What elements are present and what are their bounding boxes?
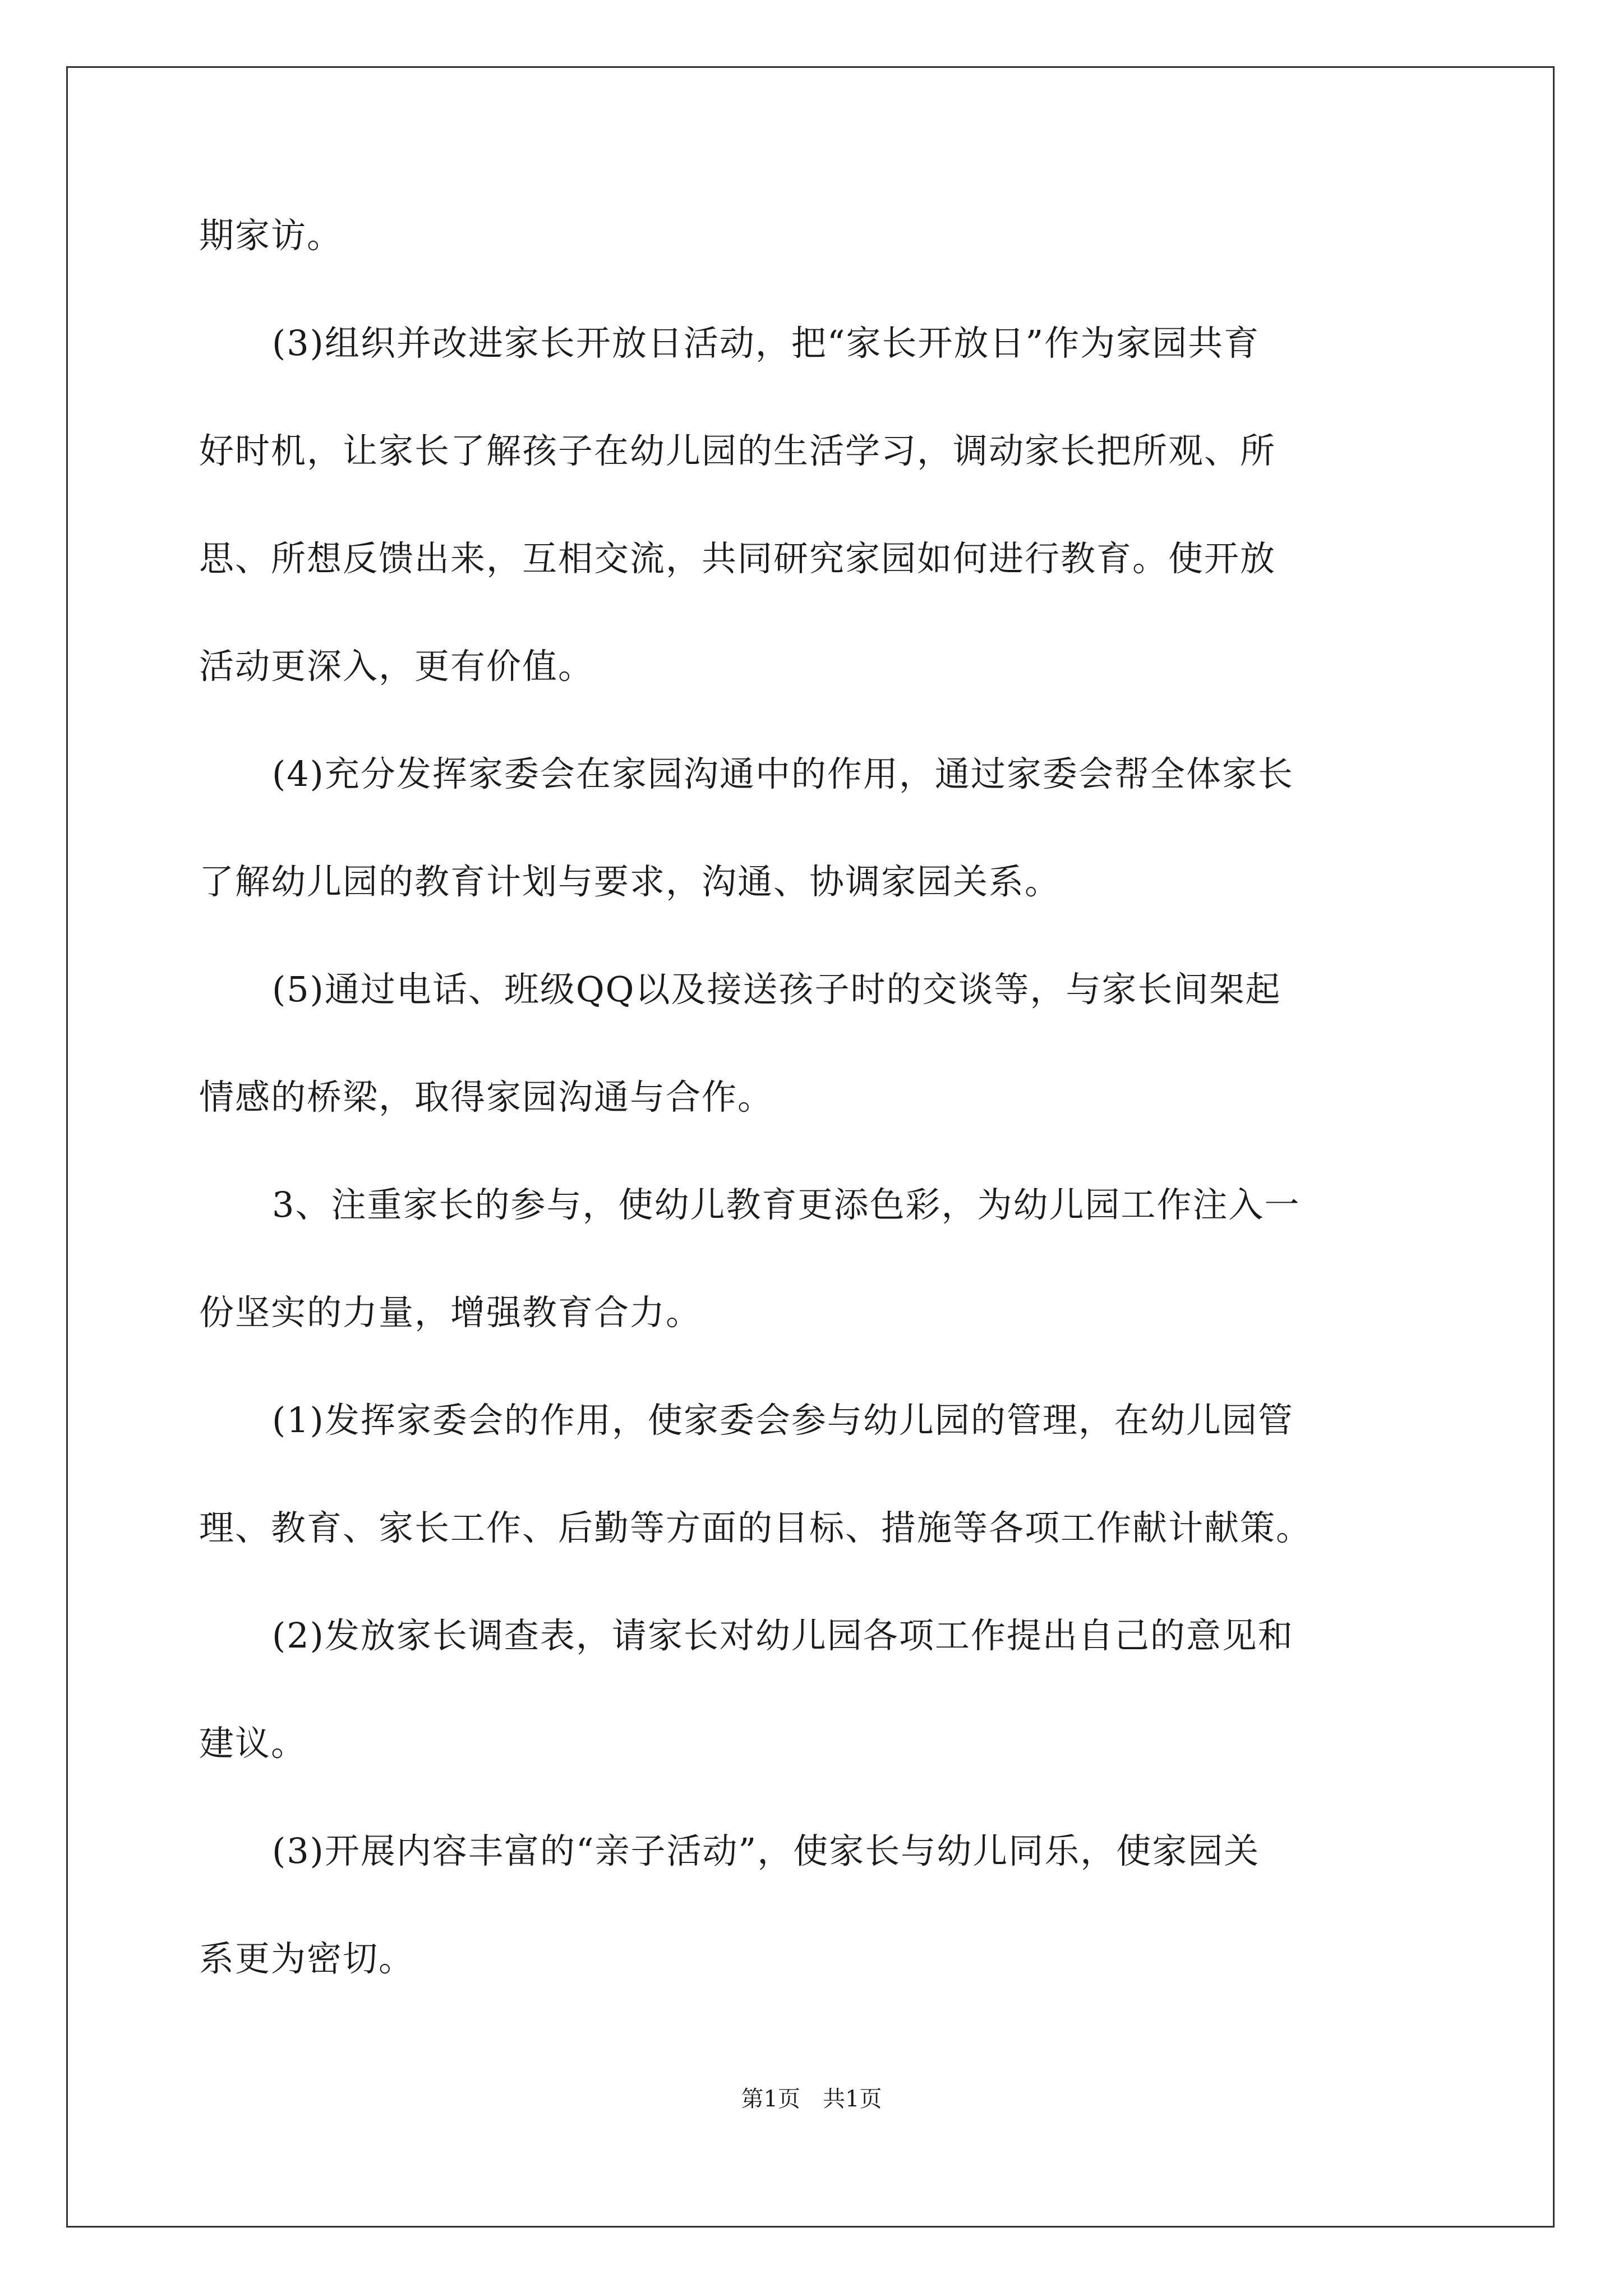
text-line: 理、教育、家长工作、后勤等方面的目标、措施等各项工作献计献策。 bbox=[199, 1507, 1312, 1548]
text-line: 了解幼儿园的教育计划与要求，沟通、协调家园关系。 bbox=[199, 861, 1061, 902]
paragraph-start-line: (3)开展内容丰富的“亲子活动”，使家长与幼儿同乐，使家园关 bbox=[272, 1830, 1260, 1871]
text-line: 建议。 bbox=[199, 1723, 307, 1764]
paragraph-start-line: 3、注重家长的参与，使幼儿教育更添色彩，为幼儿园工作注入一 bbox=[272, 1184, 1301, 1225]
text-line: 好时机，让家长了解孩子在幼儿园的生活学习，调动家长把所观、所 bbox=[199, 430, 1276, 471]
text-line: 期家访。 bbox=[199, 215, 343, 256]
paragraph-start-line: (4)充分发挥家委会在家园沟通中的作用，通过家委会帮全体家长 bbox=[272, 753, 1294, 794]
text-line: 情感的桥梁，取得家园沟通与合作。 bbox=[199, 1076, 774, 1117]
text-line: 活动更深入，更有价值。 bbox=[199, 646, 594, 687]
text-line: 系更为密切。 bbox=[199, 1938, 415, 1979]
paragraph-start-line: (2)发放家长调查表，请家长对幼儿园各项工作提出自己的意见和 bbox=[272, 1615, 1294, 1656]
text-line: 份坚实的力量，增强教育合力。 bbox=[199, 1292, 702, 1333]
document-body bbox=[199, 202, 1422, 2033]
paragraph-start-line: (5)通过电话、班级QQ以及接送孩子时的交谈等，与家长间架起 bbox=[272, 969, 1281, 1010]
page-number-footer: 第1页 共1页 bbox=[741, 2086, 882, 2112]
paragraph-start-line: (1)发挥家委会的作用，使家委会参与幼儿园的管理，在幼儿园管 bbox=[272, 1400, 1294, 1441]
paragraph-start-line: (3)组织并改进家长开放日活动，把“家长开放日”作为家园共育 bbox=[272, 323, 1260, 364]
text-line: 思、所想反馈出来，互相交流，共同研究家园如何进行教育。使开放 bbox=[199, 538, 1276, 579]
